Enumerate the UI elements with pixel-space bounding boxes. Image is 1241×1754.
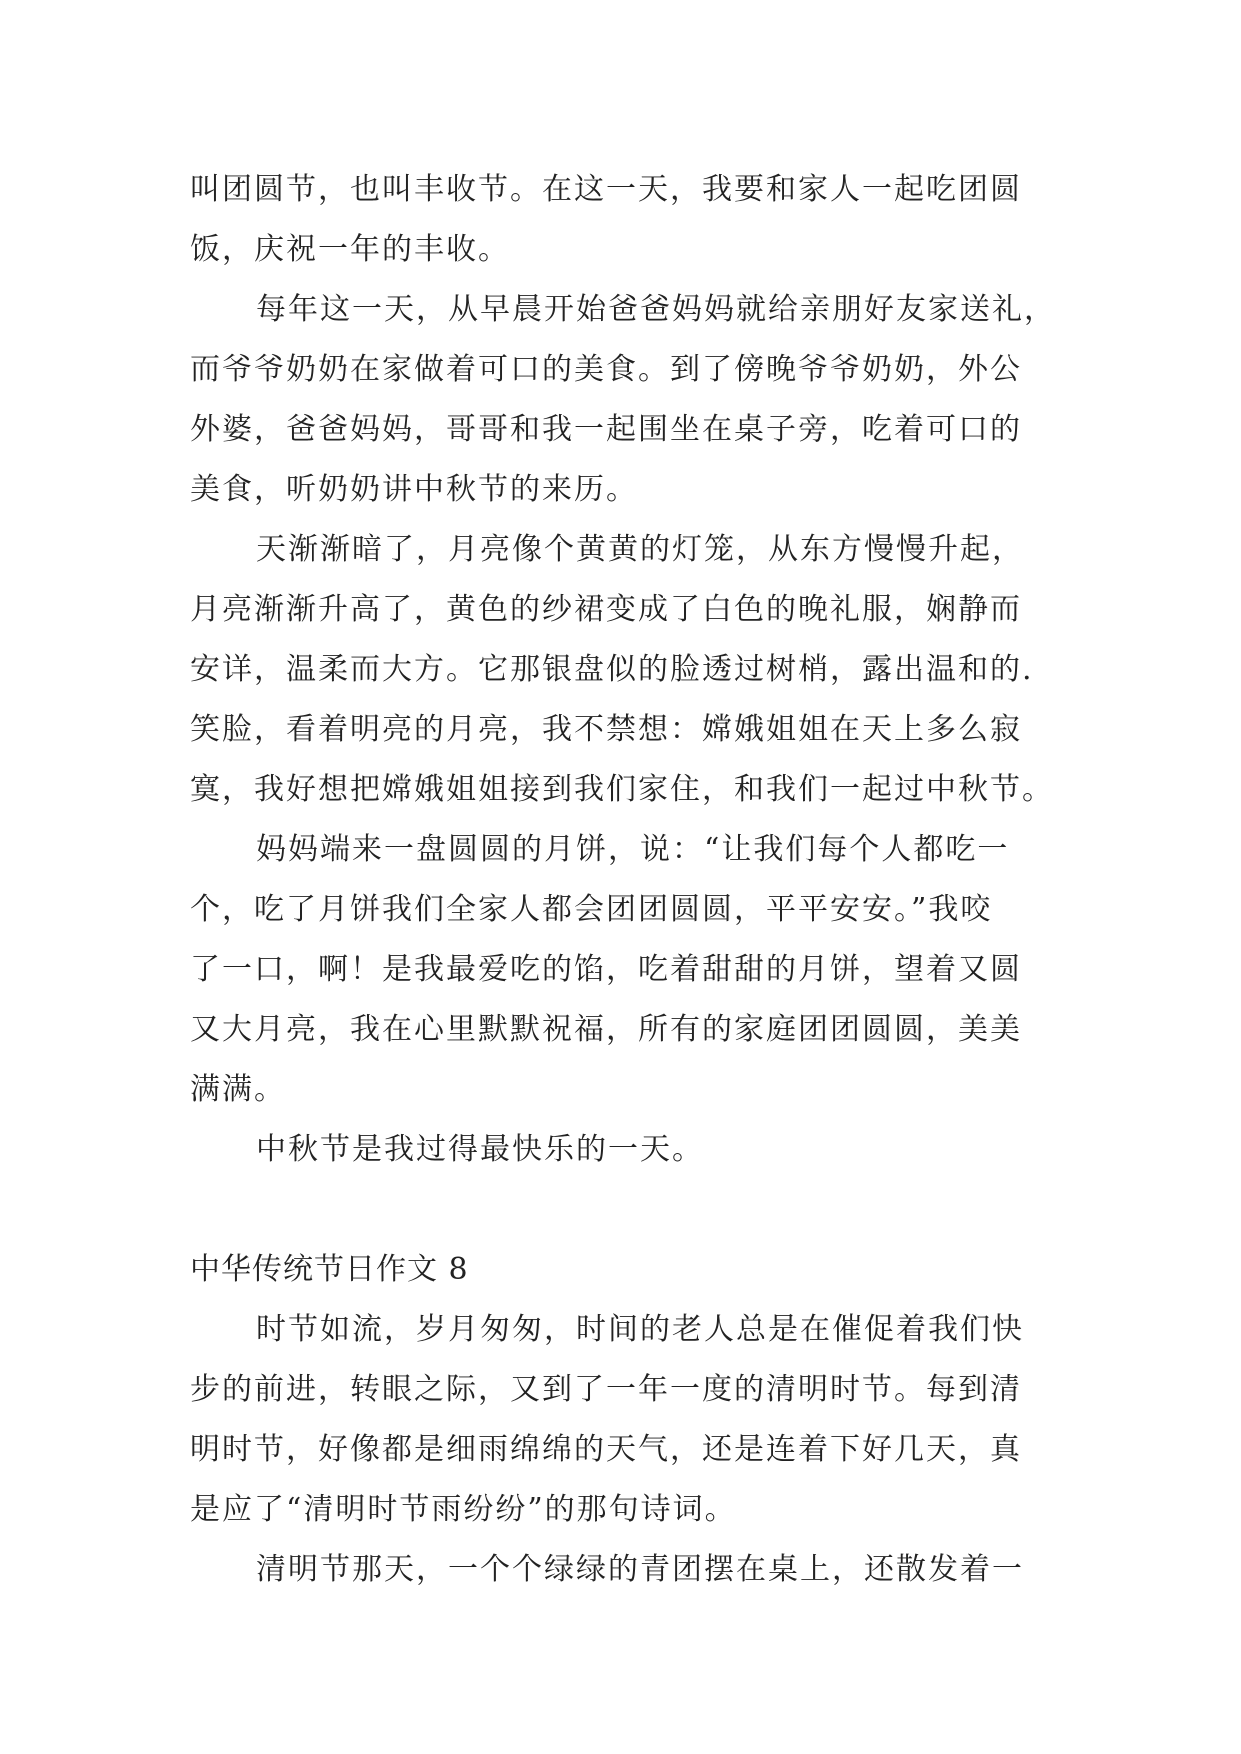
text-line: 步的前进，转眼之际，又到了一年一度的清明时节。每到清 [190, 1372, 1022, 1407]
text-line: 月亮渐渐升高了，黄色的纱裙变成了白色的晚礼服，娴静而 [190, 592, 1022, 627]
text-line: 天渐渐暗了，月亮像个黄黄的灯笼，从东方慢慢升起， [256, 532, 1024, 567]
paragraph [190, 520, 1090, 820]
text-line: 而爷爷奶奶在家做着可口的美食。到了傍晚爷爷奶奶，外公 [190, 352, 1022, 387]
text-line: 个，吃了月饼我们全家人都会团团圆圆，平平安安。”我咬 [190, 892, 993, 927]
text-line: 妈妈端来一盘圆圆的月饼，说：“让我们每个人都吃一 [256, 832, 1010, 867]
paragraph [190, 1300, 1090, 1540]
paragraph [190, 1540, 1090, 1600]
text-line: 每年这一天，从早晨开始爸爸妈妈就给亲朋好友家送礼， [256, 292, 1056, 327]
text-line: 了一口，啊！是我最爱吃的馅，吃着甜甜的月饼，望着又圆 [190, 952, 1022, 987]
text-line: 是应了“清明时节雨纷纷”的那句诗词。 [190, 1492, 737, 1527]
paragraph [190, 160, 1090, 280]
text-line: 外婆，爸爸妈妈，哥哥和我一起围坐在桌子旁，吃着可口的 [190, 412, 1022, 447]
text-line: 清明节那天，一个个绿绿的青团摆在桌上，还散发着一 [256, 1552, 1024, 1587]
paragraph [190, 820, 1090, 1120]
text-line: 满满。 [190, 1072, 286, 1107]
text-line: 中秋节是我过得最快乐的一天。 [256, 1132, 704, 1167]
text-line: 叫团圆节，也叫丰收节。在这一天，我要和家人一起吃团圆 [190, 172, 1022, 207]
text-line: 饭，庆祝一年的丰收。 [190, 232, 510, 267]
text-line: 美食，听奶奶讲中秋节的来历。 [190, 472, 638, 507]
text-line: 安详，温柔而大方。它那银盘似的脸透过树梢，露出温和的. [190, 652, 1034, 687]
text-line: 笑脸，看着明亮的月亮，我不禁想：嫦娥姐姐在天上多么寂 [190, 712, 1022, 747]
blank-line [190, 1180, 1090, 1240]
paragraph [190, 280, 1090, 520]
text-line: 又大月亮，我在心里默默祝福，所有的家庭团团圆圆，美美 [190, 1012, 1022, 1047]
essay-body [190, 160, 1090, 1600]
paragraph [190, 1120, 1090, 1180]
text-line: 寞，我好想把嫦娥姐姐接到我们家住，和我们一起过中秋节。 [190, 772, 1054, 807]
text-line: 明时节，好像都是细雨绵绵的天气，还是连着下好几天，真 [190, 1432, 1022, 1467]
text-line: 时节如流，岁月匆匆，时间的老人总是在催促着我们快 [256, 1312, 1024, 1347]
section-title: 中华传统节日作文 8 [190, 1252, 469, 1287]
